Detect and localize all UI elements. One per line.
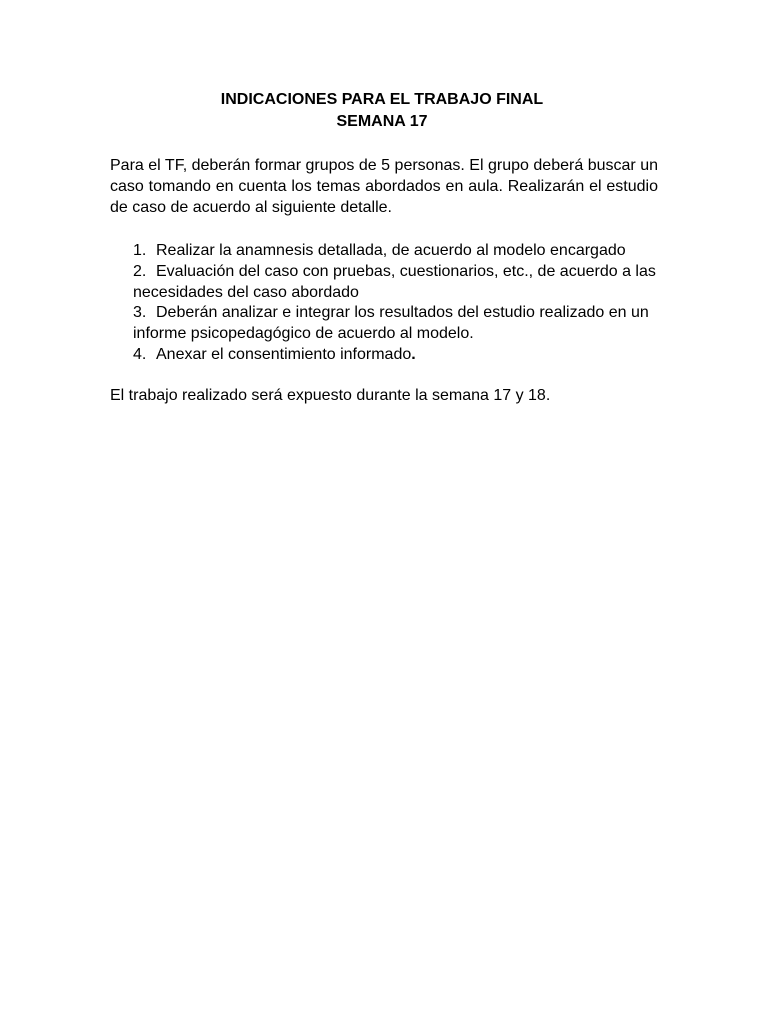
document-title: INDICACIONES PARA EL TRABAJO FINAL (220, 91, 544, 108)
list-item-number: 1. (133, 242, 147, 259)
list-item-text: Deberán analizar e integrar los resultados del estudio realizado en un informe psicopedagógico de acuerdo al modelo. (133, 304, 649, 343)
list-item-text: Evaluación del caso con pruebas, cuestionarios, etc., de acuerdo a las necesidades del caso abordado (133, 262, 656, 301)
list-item-text: Realizar la anamnesis detallada, de acuerdo al modelo encargado (156, 242, 626, 259)
list-item (133, 345, 663, 366)
list-item-number: 3. (133, 304, 147, 322)
list-item-number: 2. (133, 262, 147, 280)
list-item (133, 303, 663, 345)
list-item (133, 262, 663, 304)
list-item (133, 241, 663, 262)
intro-paragraph: Para el TF, deberán formar grupos de 5 personas. El grupo deberá buscar un caso tomando en cuenta los temas abordados en aula. Realizarán el estudio de caso de acuerdo al siguiente detalle. (110, 157, 658, 216)
list-item-period: . (411, 345, 416, 363)
instructions-list (133, 241, 663, 366)
closing-paragraph: El trabajo realizado será expuesto durante la semana 17 y 18. (110, 387, 551, 404)
list-item-number: 4. (133, 345, 147, 363)
list-item-text: Anexar el consentimiento informado (156, 345, 412, 363)
document-subtitle: SEMANA 17 (336, 113, 428, 130)
